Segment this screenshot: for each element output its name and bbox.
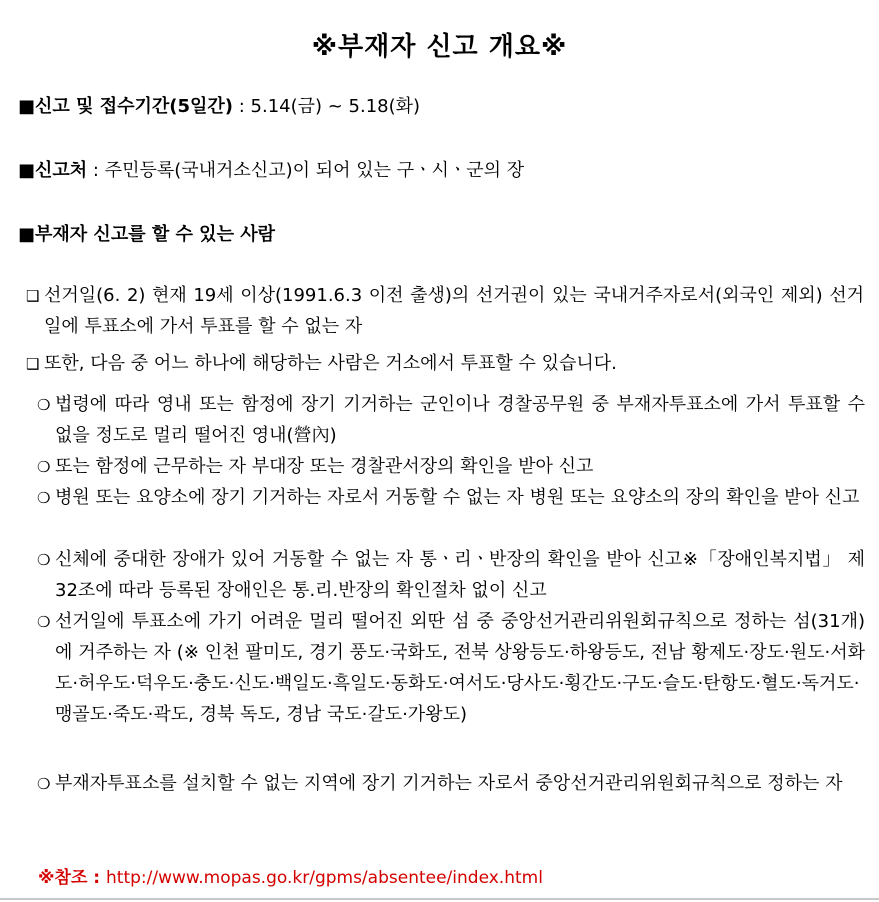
circle-bullet-icon: ❍ (37, 458, 51, 476)
list-item: 신체에 중대한 장애가 있어 거동할 수 없는 자 통ㆍ리ㆍ반장의 확인을 받아 신고※「장애인복지법」 제32조에 따라 등록된 장애인은 통.리.반장의 확인절차 없이 신고 (55, 549, 865, 601)
reporting-office (18, 156, 524, 182)
bottom-divider (0, 898, 879, 900)
reporting-period-value: : 5.14(금) ~ 5.18(화) (233, 96, 421, 117)
square-bullet-icon: ❑ (26, 287, 40, 305)
circle-bullet-icon: ❍ (37, 396, 51, 414)
list-item: 또는 함정에 근무하는 자 부대장 또는 경찰관서장의 확인을 받아 신고 (55, 456, 594, 477)
page-title: ※부재자 신고 개요※ (311, 32, 568, 62)
list-item: 선거일(6. 2) 현재 19세 이상(1991.6.3 이전 출생)의 선거권이 있는 국내거주자로서(외국인 제외) 선거일에 투표소에 가서 투표를 할 수 없는 자 (44, 285, 864, 337)
list-item: 병원 또는 요양소에 장기 기거하는 자로서 거동할 수 없는 자 병원 또는 요양소의 장의 확인을 받아 신고 (55, 487, 860, 508)
circle-bullet-icon: ❍ (37, 613, 51, 631)
list-item: 부재자투표소를 설치할 수 없는 지역에 장기 기거하는 자로서 중앙선거관리위원회규칙으로 정하는 자 (55, 773, 843, 794)
reference-label: ※참조 : (38, 868, 107, 888)
reference-link[interactable]: http://www.mopas.go.kr/gpms/absentee/index.html (106, 868, 543, 888)
list-item: 선거일에 투표소에 가기 어려운 멀리 떨어진 외딴 섬 중 중앙선거관리위원회규칙으로 정하는 섬(31개)에 거주하는 자 (※ 인천 팔미도, 경기 풍도·국화도, 전북 상왕등도·하왕등도, 전남 황제도·장도·원도·서화도·허우도·덕우도·충도·신도·백일도·흑일도·동화도·여서도·당사도·횡간도·구도·슬도·탄항도·혈도·독거도·맹골도·죽도·곽도, 경북 독도, 경남 국도·갈도·가왕도) (55, 611, 865, 725)
circle-bullet-icon: ❍ (37, 775, 51, 793)
circle-bullet-icon: ❍ (37, 489, 51, 507)
reporting-office-value: : 주민등록(국내거소신고)이 되어 있는 구ㆍ시ㆍ군의 장 (87, 160, 525, 181)
reporting-period (18, 92, 420, 118)
square-bullet-icon: ❑ (26, 355, 40, 373)
circle-bullet-icon: ❍ (37, 551, 51, 569)
reporting-office-label: ■신고처 (18, 160, 88, 181)
eligible-heading: ■부재자 신고를 할 수 있는 사람 (18, 224, 275, 245)
list-item: 또한, 다음 중 어느 하나에 해당하는 사람은 거소에서 투표할 수 있습니다. (44, 353, 617, 374)
list-item: 법령에 따라 영내 또는 함정에 장기 기거하는 군인이나 경찰공무원 중 부재자투표소에 가서 투표할 수 없을 정도로 멀리 떨어진 영내(營內) (55, 394, 865, 446)
reference-note (38, 863, 543, 888)
reporting-period-label: ■신고 및 접수기간(5일간) (18, 96, 234, 117)
